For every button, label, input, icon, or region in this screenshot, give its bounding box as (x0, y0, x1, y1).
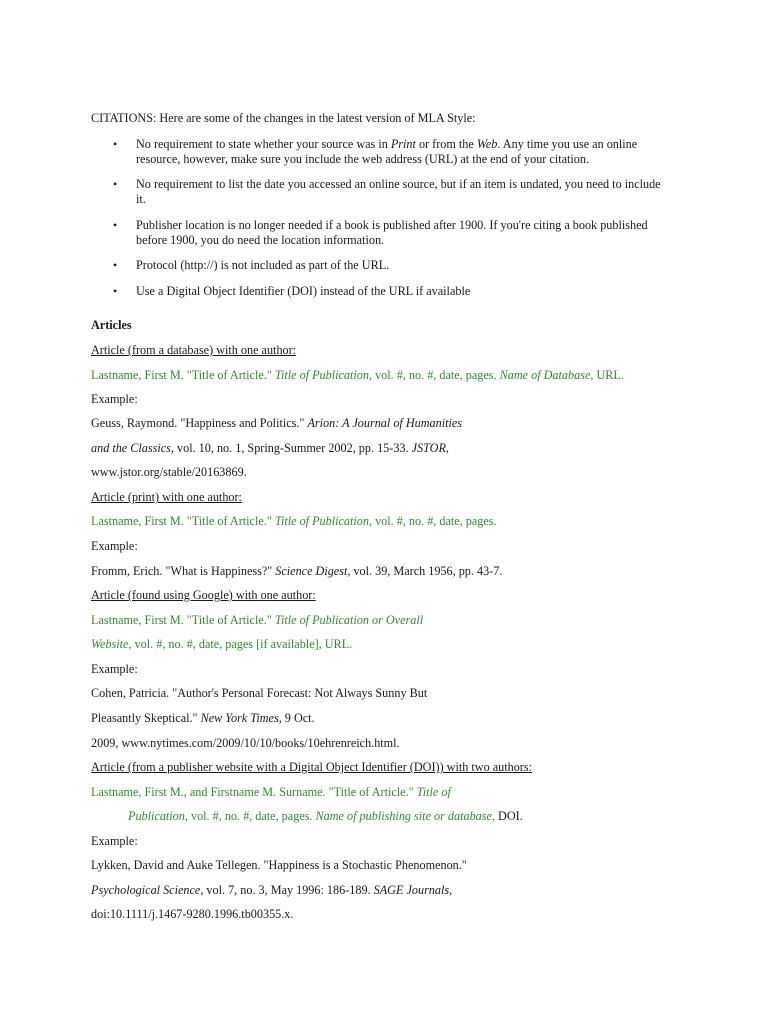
bullet-icon: • (113, 258, 118, 272)
example-line: Cohen, Patricia. "Author's Personal Forecast: Not Always Sunny But (91, 686, 428, 700)
bullet-2-line-1: No requirement to list the date you accessed an online source, but if an item is undated, you need to include (136, 177, 661, 191)
citation-format: Lastname, First M. "Title of Article." Title of Publication, vol. #, no. #, date, pages. Name of Database, URL. (91, 368, 624, 382)
bullet-1-line-1: No requirement to state whether your source was in Print or from the Web. Any time you use an online (136, 137, 638, 151)
bullet-2-line-2: it. (136, 192, 146, 206)
example-line: Psychological Science, vol. 7, no. 3, May 1996: 186-189. SAGE Journals, (91, 883, 453, 897)
example-line: doi:10.1111/j.1467-9280.1996.tb00355.x. (91, 907, 294, 921)
example-line: and the Classics, vol. 10, no. 1, Spring-Summer 2002, pp. 15-33. JSTOR, (91, 441, 449, 455)
bullet-3-line-2: before 1900, you do need the location information. (136, 233, 385, 247)
section-heading: Article (from a database) with one author: (91, 343, 297, 357)
example-line: Pleasantly Skeptical." New York Times, 9 Oct. (91, 711, 315, 725)
section-heading: Article (from a publisher website with a Digital Object Identifier (DOI)) with two authors: (91, 760, 532, 774)
citation-format: Publication, vol. #, no. #, date, pages. Name of publishing site or database, DOI. (128, 809, 523, 823)
bullet-3-line-1: Publisher location is no longer needed if a book is published after 1900. If you're citing a book published (136, 218, 648, 232)
citation-format: Lastname, First M. "Title of Article." Title of Publication, vol. #, no. #, date, pages. (91, 514, 497, 528)
example-label: Example: (91, 392, 138, 406)
bullet-icon: • (113, 177, 118, 191)
bullet-icon: • (113, 284, 118, 298)
citation-format: Lastname, First M. "Title of Article." Title of Publication or Overall (91, 613, 424, 627)
section-heading: Article (found using Google) with one author: (91, 588, 316, 602)
example-label: Example: (91, 834, 138, 848)
articles-heading: Articles (91, 318, 132, 332)
bullet-4-line-1: Protocol (http://) is not included as part of the URL. (136, 258, 390, 272)
section-heading: Article (print) with one author: (91, 490, 242, 504)
example-label: Example: (91, 539, 138, 553)
example-line: Fromm, Erich. "What is Happiness?" Science Digest, vol. 39, March 1956, pp. 43-7. (91, 564, 503, 578)
example-line: Lykken, David and Auke Tellegen. "Happiness is a Stochastic Phenomenon." (91, 858, 467, 872)
example-label: Example: (91, 662, 138, 676)
bullet-icon: • (113, 137, 118, 151)
example-line: Geuss, Raymond. "Happiness and Politics." Arion: A Journal of Humanities (91, 416, 463, 430)
bullet-5-line-1: Use a Digital Object Identifier (DOI) instead of the URL if available (136, 284, 471, 298)
citation-format: Lastname, First M., and Firstname M. Surname. "Title of Article." Title of (91, 785, 451, 799)
intro-text: CITATIONS: Here are some of the changes in the latest version of MLA Style: (91, 111, 476, 125)
bullet-icon: • (113, 218, 118, 232)
example-line: 2009, www.nytimes.com/2009/10/10/books/10ehrenreich.html. (91, 736, 400, 750)
citation-format: Website, vol. #, no. #, date, pages [if available], URL. (91, 637, 353, 651)
example-line: www.jstor.org/stable/20163869. (91, 465, 247, 479)
bullet-1-line-2: resource, however, make sure you include the web address (URL) at the end of your citation. (136, 152, 590, 166)
